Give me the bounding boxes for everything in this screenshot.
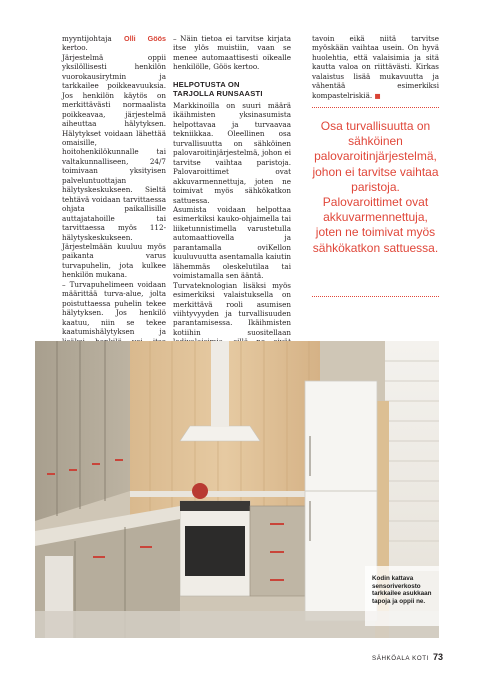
paragraph: Turvateknologian lisäksi myös esimerkiksi valaistuksella on merkittävä rooli asumisen viihtyvyyden ja turvallisuuden parantamisessa. Ikäihmisten kotiihin suositellaan <box>173 280 291 337</box>
page-folio <box>372 652 442 662</box>
source-name: Olli Göös <box>123 34 166 43</box>
paragraph: Järjestelmä oppii yksilöllisesti henkilön vuorokausirytmin ja tarkkailee poikkeavuuksia. Jos henkilön käytös on merkittävästi normaalista poikkeavaa, järjestelmä aiheuttaa hälytyksen. Hälytykset voidaan lähettää omaisille, hoitohenkilökunnalle tai valtakunnalliseen, 24/7 toimivaan yksityisen palveluntuottajan hälytyskeskukseen. Sieltä tehtävä voidaan tarvittaessa ohjata paikallisille auttajatahoille tai tarvittaessa myös 112-hälytyskeskukseen. Järjestelmään kuuluu myös paikanta varus turvapuhelin, jota kulkee henkilön mukana. <box>62 52 166 280</box>
pullquote-bottom-rule <box>312 296 439 297</box>
pullquote-top-rule <box>312 107 439 108</box>
paragraph: myyntijohtaja Olli Göös kertoo. <box>62 34 166 53</box>
magazine-name: SÄHKÖALA KOTI <box>372 655 429 662</box>
section-subheading: HELPOTUSTA ON TARJOLLA RUNSAASTI <box>173 79 263 99</box>
article-column-3 <box>312 34 439 101</box>
pullquote: Osa turvallisuutta on sähköinen palovaroitinjärjestelmä, johon ei tarvitse vaihtaa paristoja. Palovaroittimet ovat akkuvarmennettuja, joten ne toimivat myös sähkökatkon sattuessa. <box>312 119 439 255</box>
paragraph: – Näin tietoa ei tarvitse kirjata itse ylös muistiin, vaan se menee automaattisesti oikealle henkilölle, Göös kertoo. <box>173 34 291 72</box>
page-number: 73 <box>432 652 443 662</box>
paragraph: – Turvapuhelimeen voidaan määrittää turva-alue, jolta poistuttaessa puhelin tekee hälytyksen. Jos henkilö kaatuu, niin se tekee kaatumishälytyksen ja <box>62 279 166 337</box>
end-mark-icon: ■ <box>374 91 381 100</box>
paragraph: Markkinoilla on suuri määrä ikäihmisten yksinasumista helpottavaa ja turvaavaa tekniikkaa. Oleellinen osa turvallisuutta on sähköinen palovaroitinjärjestelmä, johon ei tarvitse vaihtaa paristoja. Palovaroittimet ovat akkuvarmennettuja, joten ne toimivat myös sähkökatkon sattuessa. <box>173 101 291 205</box>
paragraph: tavoin eikä niitä tarvitse myöskään vaihtaa usein. On hyvä huolehtia, että valaisimia ja sitä kautta valoa on riittävästi. Kirkas valaistus lisää mukavuutta ja vähentää esimerkiksi kompastelriskiä. ■ <box>312 34 439 100</box>
article-column-2 <box>173 34 291 356</box>
photo-caption: Kodin kattava sensoriverkosto tarkkailee asukkaan tapoja ja oppii ne. <box>372 575 432 605</box>
paragraph: Asumista voidaan helpottaa esimerkiksi kauko-ohjaimella tai liiketunnistimella varustetulla automaattiovella ja parantamalla oviKellon kuuluvuutta asentamalla kaiutin lähemmäs oleskelutilaa tai voimistamalla sen ääntä. <box>173 204 291 281</box>
